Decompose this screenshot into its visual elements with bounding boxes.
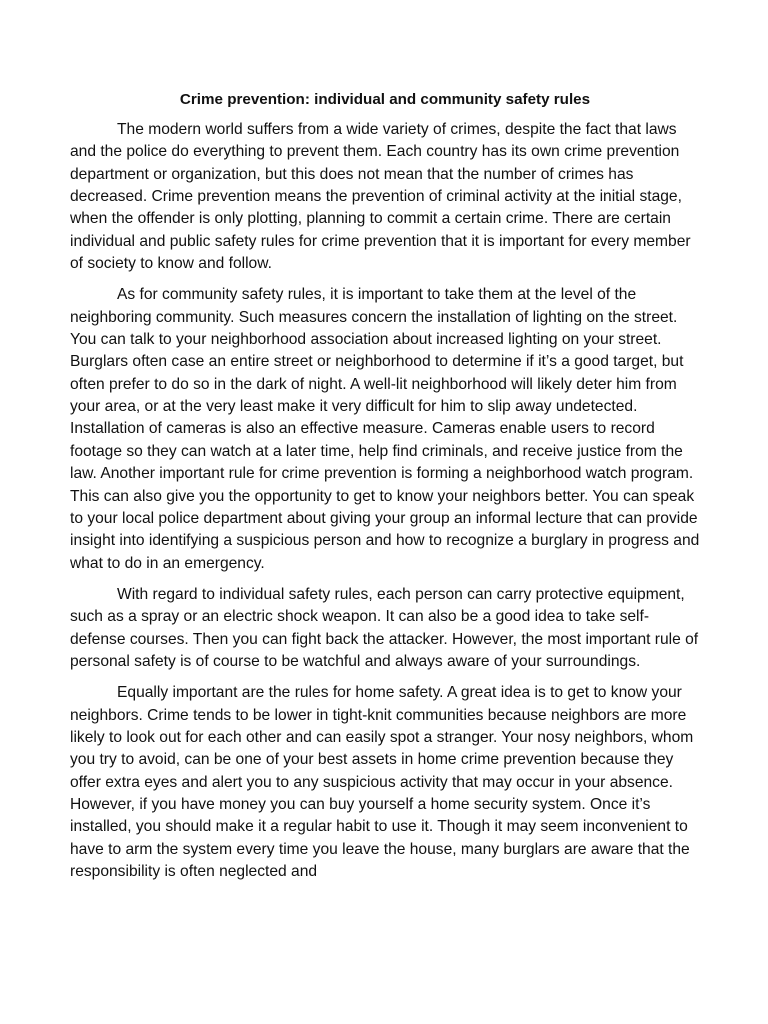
paragraph-home-safety: Equally important are the rules for home safety. A great idea is to get to know your neighbors. Crime tends to be lower in tight-knit communities because neighbors are more likely to look out for each other and can easily spot a stranger. Your nosy neighbors, whom you try to avoid, can be one of your best assets in home crime prevention because they offer extra eyes and alert you to any suspicious activity that may occur in your absence. However, if you have money you can buy yourself a home security system. Once it’s installed, you should make it a regular habit to use it. Though it may seem inconvenient to have to arm the system every time you leave the house, many burglars are aware that the responsibility is often neglected and (70, 684, 694, 880)
document-body (70, 89, 700, 892)
paragraph-community-safety: As for community safety rules, it is important to take them at the level of the neighboring community. Such measures concern the installation of lighting on the street. You can talk to your neighborhood association about increased lighting on your street. Burglars often case an entire street or neighborhood to determine if it’s a good target, but often prefer to do so in the dark of night. A well-lit neighborhood will likely deter him from your area, or at the very least make it very difficult for him to slip away undetected. Installation of cameras is also an effective measure. Cameras enable users to record footage so they can watch at a later time, help find criminals, and receive justice from the law. Another important rule for crime prevention is forming a neighborhood watch program. This can also give you the opportunity to get to know your neighbors better. You can speak to your local police department about giving your group an informal lecture that can provide insight into identifying a suspicious person and how to recognize a burglary in progress and what to do in an emergency. (70, 286, 700, 572)
document-title: Crime prevention: individual and community safety rules (179, 91, 591, 108)
paragraph-intro: The modern world suffers from a wide variety of crimes, despite the fact that laws and the police do everything to prevent them. Each country has its own crime prevention department or organization, but this does not mean that the number of crimes has decreased. Crime prevention means the prevention of criminal activity at the initial stage, when the offender is only plotting, planning to commit a certain crime. There are certain individual and public safety rules for crime prevention that it is important for every member of society to know and follow. (70, 121, 691, 273)
paragraph-individual-safety: With regard to individual safety rules, each person can carry protective equipment, such as a spray or an electric shock weapon. It can also be a good idea to take self-defense courses. Then you can fight back the attacker. However, the most important rule of personal safety is of course to be watchful and always aware of your surroundings. (70, 585, 699, 670)
